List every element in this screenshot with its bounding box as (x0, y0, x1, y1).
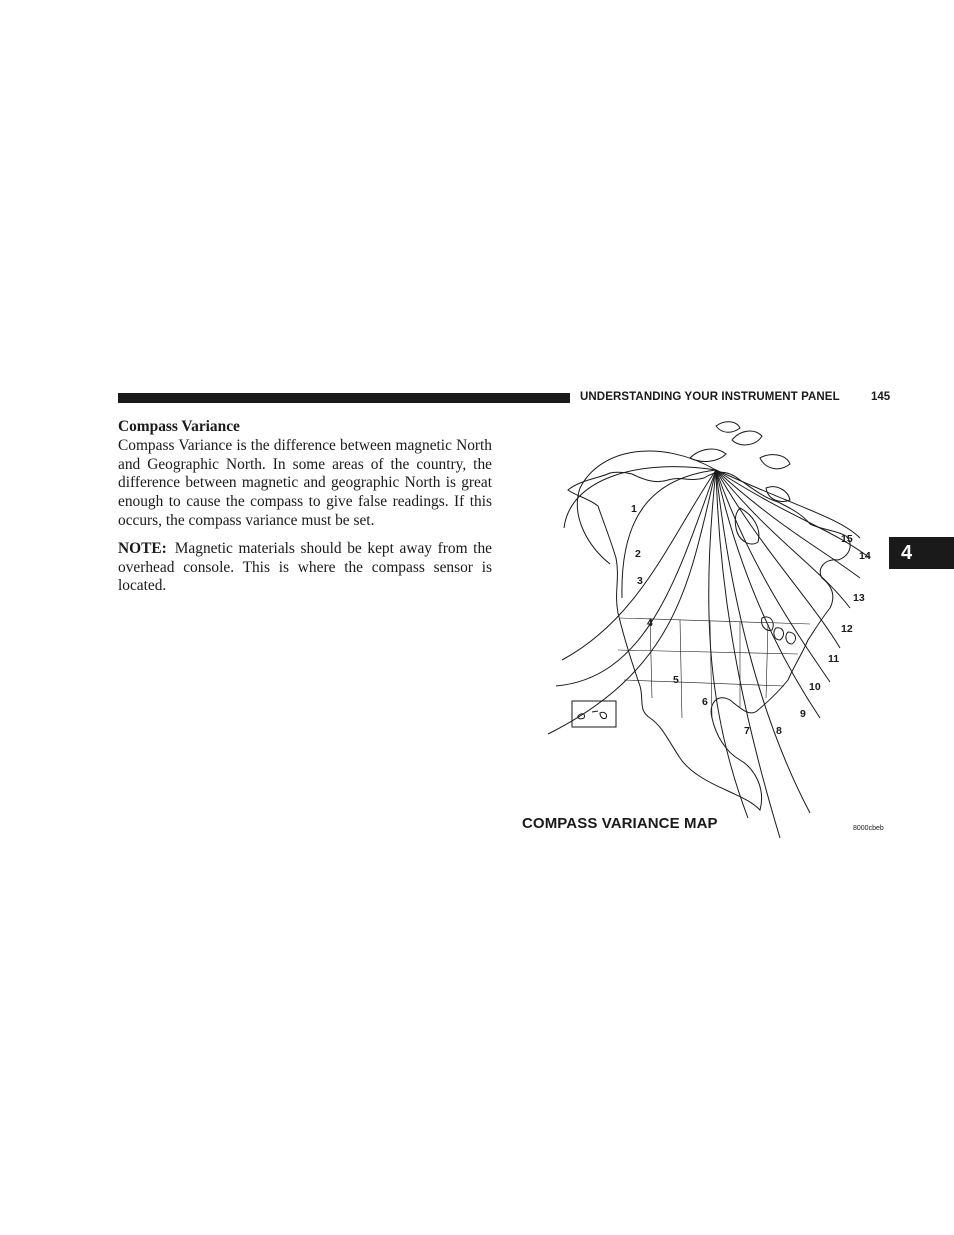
variance-line (709, 470, 748, 818)
zone-label: 10 (809, 681, 821, 693)
continent-outline (568, 472, 850, 810)
zone-label: 4 (647, 617, 653, 629)
compass-variance-map (540, 418, 894, 843)
zone-label: 9 (800, 708, 806, 720)
zone-label: 11 (828, 653, 840, 665)
figure-code: 8000cbeb (853, 825, 884, 832)
map-illustration (540, 418, 894, 843)
zone-label: 2 (635, 548, 641, 560)
page-number: 145 (871, 391, 891, 403)
chapter-tab: 4 (889, 537, 954, 569)
section-heading: Compass Variance (118, 418, 240, 435)
variance-line (564, 467, 716, 528)
zone-label: 12 (841, 623, 853, 635)
zone-label: 15 (841, 533, 853, 545)
zone-label: 6 (702, 696, 708, 708)
zone-label: 3 (637, 575, 643, 587)
running-header: UNDERSTANDING YOUR INSTRUMENT PANEL (580, 391, 840, 403)
zone-label: 8 (776, 725, 782, 737)
zone-label: 1 (631, 503, 637, 515)
body-paragraph: Compass Variance is the difference between magnetic North and Geographic North. In some areas of the country, the difference between magnetic and geographic North is great enough to cause the compass to give false readings. If this occurs, the compass variance must be set. (118, 436, 492, 529)
note-label: NOTE: (118, 539, 167, 557)
body-text-column (118, 418, 492, 605)
variance-line (716, 470, 830, 682)
variance-line (716, 470, 780, 838)
zone-label: 13 (853, 592, 865, 604)
note-paragraph (118, 540, 492, 596)
zone-label: 7 (744, 725, 750, 737)
zone-label: 5 (673, 674, 679, 686)
zone-label: 14 (859, 550, 871, 562)
header-rule (118, 393, 570, 403)
figure-title: COMPASS VARIANCE MAP (522, 815, 718, 832)
note-text: Magnetic materials should be kept away from the overhead console. This is where the compass sensor is located. (118, 539, 492, 595)
